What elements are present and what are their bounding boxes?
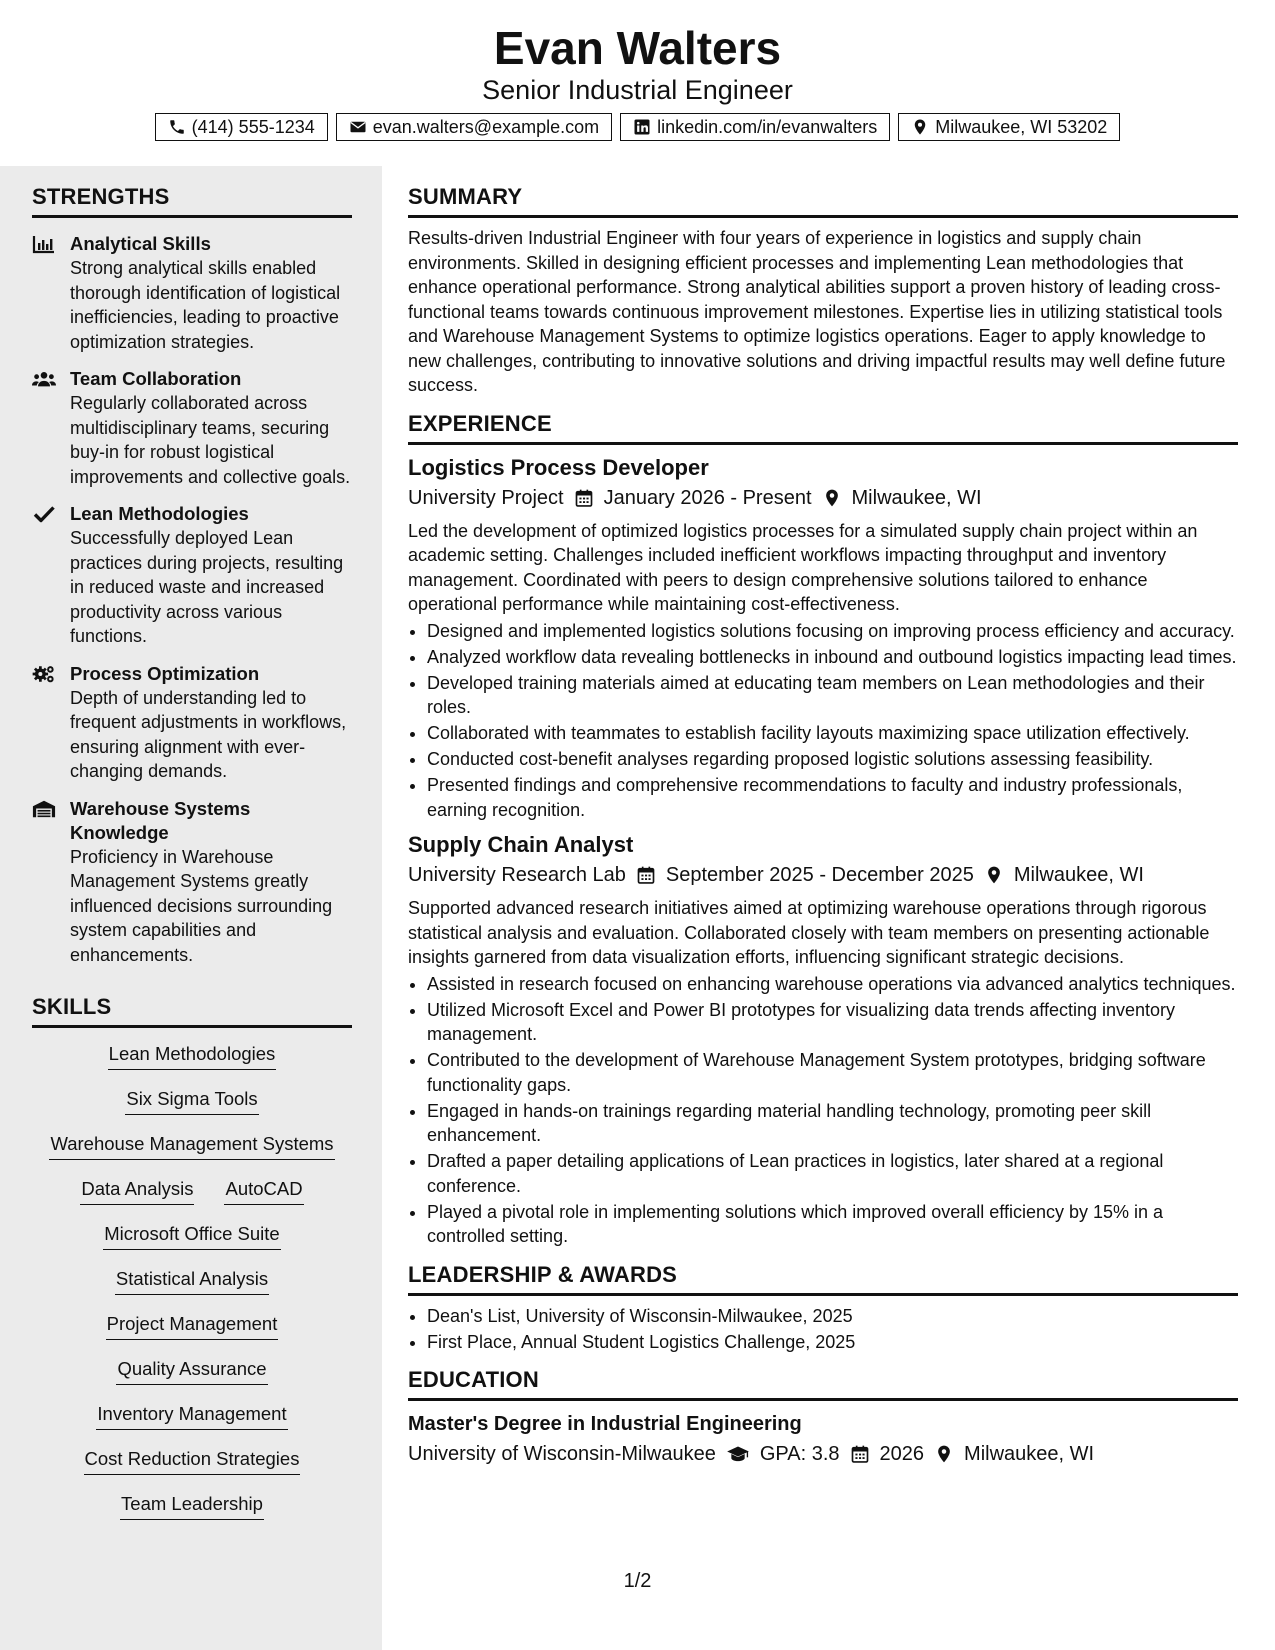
summary-heading: SUMMARY: [408, 183, 1238, 218]
page-number: 1/2: [623, 1570, 652, 1592]
strength-item: [32, 367, 352, 489]
list-item: • Collaborated with teammates to establish facility layouts maximizing space utilization effectively.: [427, 721, 1238, 746]
email-text[interactable]: evan.walters@example.com: [372, 116, 600, 137]
job-bullets: [408, 972, 1238, 1249]
users-icon: [32, 369, 56, 389]
strength-item: [32, 232, 352, 354]
strength-description: Depth of understanding led to frequent adjustments in workflows, ensuring alignment with ever-changing demands.: [70, 687, 347, 781]
skill-tag: Lean Methodologies: [108, 1042, 277, 1070]
list-item: • Conducted cost-benefit analyses regarding proposed logistic solutions assessing feasibility.: [427, 747, 1238, 772]
candidate-title: Senior Industrial Engineer: [482, 75, 793, 105]
job-organization: University Project: [408, 486, 564, 509]
skill-tag: AutoCAD: [224, 1177, 303, 1205]
list-item: • Engaged in hands-on trainings regarding material handling technology, promoting peer skill enhancement.: [427, 1099, 1238, 1148]
education-heading: EDUCATION: [408, 1366, 1238, 1401]
strength-title: Team Collaboration: [70, 368, 242, 389]
contact-linkedin[interactable]: [620, 113, 890, 141]
list-item: • Utilized Microsoft Excel and Power BI prototypes for visualizing data trends affecting inventory management.: [427, 998, 1238, 1047]
phone-icon: [168, 118, 186, 136]
phone-text: (414) 555-1234: [191, 116, 315, 137]
calendar-icon: [574, 488, 594, 508]
job-entry: [408, 453, 1238, 823]
job-title: Supply Chain Analyst: [408, 832, 634, 857]
location-text: Milwaukee, WI 53202: [935, 116, 1108, 137]
strength-item: [32, 662, 352, 784]
strength-title: Warehouse Systems Knowledge: [70, 797, 251, 843]
graduation-year: 2026: [879, 1443, 925, 1465]
skill-tag: Team Leadership: [120, 1492, 264, 1520]
list-item: • Presented findings and comprehensive recommendations to faculty and industry professionals, earning recognition.: [427, 773, 1238, 822]
strength-item: [32, 797, 352, 968]
gears-icon: [32, 664, 56, 684]
bar-chart-icon: [32, 234, 56, 254]
calendar-icon: [850, 1444, 870, 1464]
experience-heading: EXPERIENCE: [408, 410, 1238, 445]
strength-title: Process Optimization: [70, 662, 260, 684]
skills-heading: SKILLS: [32, 993, 352, 1028]
skill-tag: Microsoft Office Suite: [103, 1222, 280, 1250]
skill-tag: Inventory Management: [96, 1402, 287, 1430]
job-meta: [408, 860, 1238, 890]
left-column: [32, 183, 352, 1537]
awards-list: [408, 1304, 1238, 1355]
skill-tag: Warehouse Management Systems: [49, 1132, 334, 1160]
list-item: • Played a pivotal role in implementing solutions which improved overall efficiency by 15% in a controlled setting.: [427, 1200, 1238, 1249]
resume-header: [0, 0, 1275, 166]
summary-text: Results-driven Industrial Engineer with four years of experience in logistics and supply chain environments. Skilled in designing efficient processes and implementing Lean methodologies that enhance operational performance. Strong analytical abilities support a proven history of leading cross-functional teams towards continuous improvement milestones. Expertise lies in utilizing statistical tools and Warehouse Management Systems to optimize logistics operations. Eager to apply knowledge to new challenges, contributing to innovative solutions and driving impactful results may well define future success.: [408, 228, 1226, 395]
map-pin-icon: [934, 1444, 954, 1464]
contact-phone: [155, 113, 328, 141]
strength-description: Proficiency in Warehouse Management Systems greatly influenced decisions surrounding system capabilities and enhancements.: [70, 846, 333, 965]
strength-description: Regularly collaborated across multidisciplinary teams, securing buy-in for robust logistical improvements and collective goals.: [70, 393, 351, 487]
linkedin-icon: [633, 118, 651, 136]
strength-description: Strong analytical skills enabled thorough identification of logistical inefficiencies, leading to proactive optimization strategies.: [70, 258, 341, 352]
graduation-cap-icon: [726, 1444, 750, 1464]
skill-tag: Statistical Analysis: [115, 1267, 269, 1295]
school-name: University of Wisconsin-Milwaukee: [408, 1443, 716, 1465]
skills-list: [32, 1042, 352, 1537]
calendar-icon: [636, 865, 656, 885]
warehouse-icon: [32, 799, 56, 819]
skill-tag: Project Management: [106, 1312, 279, 1340]
education-location: Milwaukee, WI: [964, 1443, 1095, 1465]
strength-description: Successfully deployed Lean practices during projects, resulting in reduced waste and increased productivity across various functions.: [70, 528, 344, 646]
strength-item: [32, 502, 352, 649]
list-item: • Developed training materials aimed at educating team members on Lean methodologies and their roles.: [427, 671, 1238, 720]
candidate-name: Evan Walters: [493, 22, 782, 74]
job-bullets: [408, 619, 1238, 823]
job-title: Logistics Process Developer: [408, 454, 709, 480]
linkedin-text[interactable]: linkedin.com/in/evanwalters: [657, 116, 878, 137]
awards-heading: LEADERSHIP & AWARDS: [408, 1261, 1238, 1296]
job-organization: University Research Lab: [408, 864, 626, 886]
education-meta: [408, 1439, 1238, 1469]
job-location: Milwaukee, WI: [851, 486, 982, 509]
job-meta: [408, 483, 1238, 513]
list-item: • Assisted in research focused on enhancing warehouse operations via advanced analytics techniques.: [427, 972, 1238, 997]
job-description: Led the development of optimized logistics processes for a simulated supply chain project within an academic setting. Challenges included inefficient workflows impacting throughput and inventory management. Coordinated with peers to design comprehensive solutions tailored to enhance operational performance while maintaining cost-effectiveness.: [408, 520, 1198, 614]
job-description: Supported advanced research initiatives aimed at optimizing warehouse operations through rigorous statistical analysis and evaluation. Collaborated closely with team members on presenting actionable insights garnered from data visualization efforts, influencing significant strategic decisions.: [408, 898, 1210, 967]
skill-tag: Six Sigma Tools: [125, 1087, 258, 1115]
strength-title: Analytical Skills: [70, 233, 211, 254]
list-item: • Dean's List, University of Wisconsin-Milwaukee, 2025: [427, 1304, 1238, 1329]
map-pin-icon: [984, 865, 1004, 885]
strengths-heading: STRENGTHS: [32, 183, 352, 218]
job-entry: [408, 830, 1238, 1249]
job-dates: September 2025 - December 2025: [665, 864, 974, 886]
check-icon: [32, 504, 56, 524]
list-item: • Designed and implemented logistics solutions focusing on improving process efficiency and accuracy.: [427, 619, 1238, 644]
map-pin-icon: [911, 118, 929, 136]
degree-title: Master's Degree in Industrial Engineering: [408, 1413, 802, 1435]
gpa: GPA: 3.8: [759, 1443, 840, 1465]
skill-tag: Cost Reduction Strategies: [84, 1447, 301, 1475]
list-item: • Analyzed workflow data revealing bottlenecks in inbound and outbound logistics impacting lead times.: [427, 645, 1238, 670]
main-column: [408, 183, 1238, 1469]
job-location: Milwaukee, WI: [1013, 864, 1144, 886]
skill-tag: Quality Assurance: [116, 1357, 267, 1385]
map-pin-icon: [822, 488, 842, 508]
contact-email[interactable]: [336, 113, 612, 141]
job-dates: January 2026 - Present: [603, 486, 812, 509]
strength-title: Lean Methodologies: [70, 503, 249, 524]
skill-tag: Data Analysis: [80, 1177, 194, 1205]
list-item: • Drafted a paper detailing applications of Lean practices in logistics, later shared at a regional conference.: [427, 1149, 1238, 1198]
list-item: • First Place, Annual Student Logistics Challenge, 2025: [427, 1330, 1238, 1355]
list-item: • Contributed to the development of Warehouse Management System prototypes, bridging software functionality gaps.: [427, 1048, 1238, 1097]
contact-location: [898, 113, 1120, 141]
envelope-icon: [349, 118, 367, 136]
contact-bar: [0, 113, 1275, 141]
